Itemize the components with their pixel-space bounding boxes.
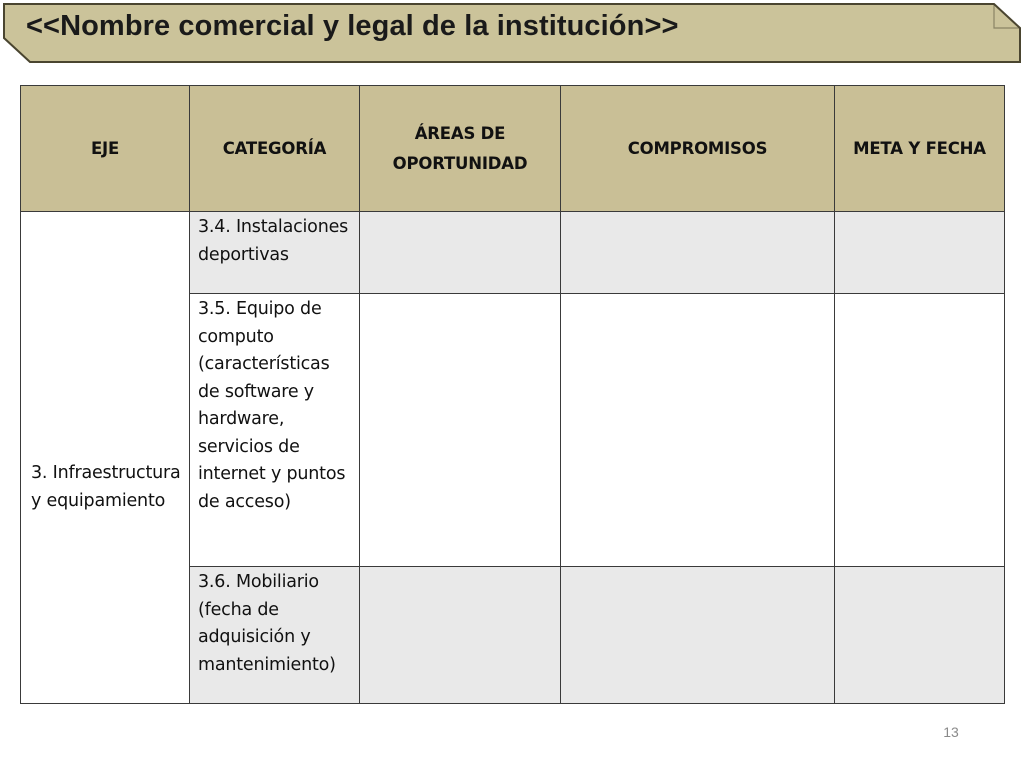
table-header-row (21, 86, 1005, 212)
commitments-table (20, 85, 1005, 704)
meta-cell[interactable] (835, 294, 1005, 567)
compromisos-cell[interactable] (561, 212, 835, 294)
header-meta-y-fecha: META Y FECHA (835, 86, 1005, 212)
header-areas-de-oportunidad (360, 86, 561, 212)
categoria-cell (190, 294, 360, 567)
table-row (21, 212, 1005, 294)
areas-cell[interactable] (360, 294, 561, 567)
categoria-label: 3.5. Equipo de computo (características de software y hardware, servicios de internet y puntos de acceso) (198, 299, 346, 512)
header-eje: EJE (21, 86, 190, 212)
categoria-label: 3.6. Mobiliario (fecha de adquisición y mantenimiento) (198, 572, 336, 675)
categoria-cell (190, 567, 360, 704)
meta-cell[interactable] (835, 567, 1005, 704)
header-areas-label: ÁREAS DE OPORTUNIDAD (392, 123, 528, 173)
categoria-cell (190, 212, 360, 294)
compromisos-cell[interactable] (561, 567, 835, 704)
meta-cell[interactable] (835, 212, 1005, 294)
eje-label: 3. Infraestructura y equipamiento (31, 463, 181, 511)
areas-cell[interactable] (360, 567, 561, 704)
slide-title: <<Nombre comercial y legal de la institución>> (26, 10, 679, 42)
page-number: 13 (943, 724, 959, 740)
header-compromisos: COMPROMISOS (561, 86, 835, 212)
eje-cell (21, 212, 190, 704)
title-banner (0, 0, 1024, 66)
compromisos-cell[interactable] (561, 294, 835, 567)
header-categoria: CATEGORÍA (190, 86, 360, 212)
categoria-label: 3.4. Instalaciones deportivas (198, 217, 349, 265)
areas-cell[interactable] (360, 212, 561, 294)
